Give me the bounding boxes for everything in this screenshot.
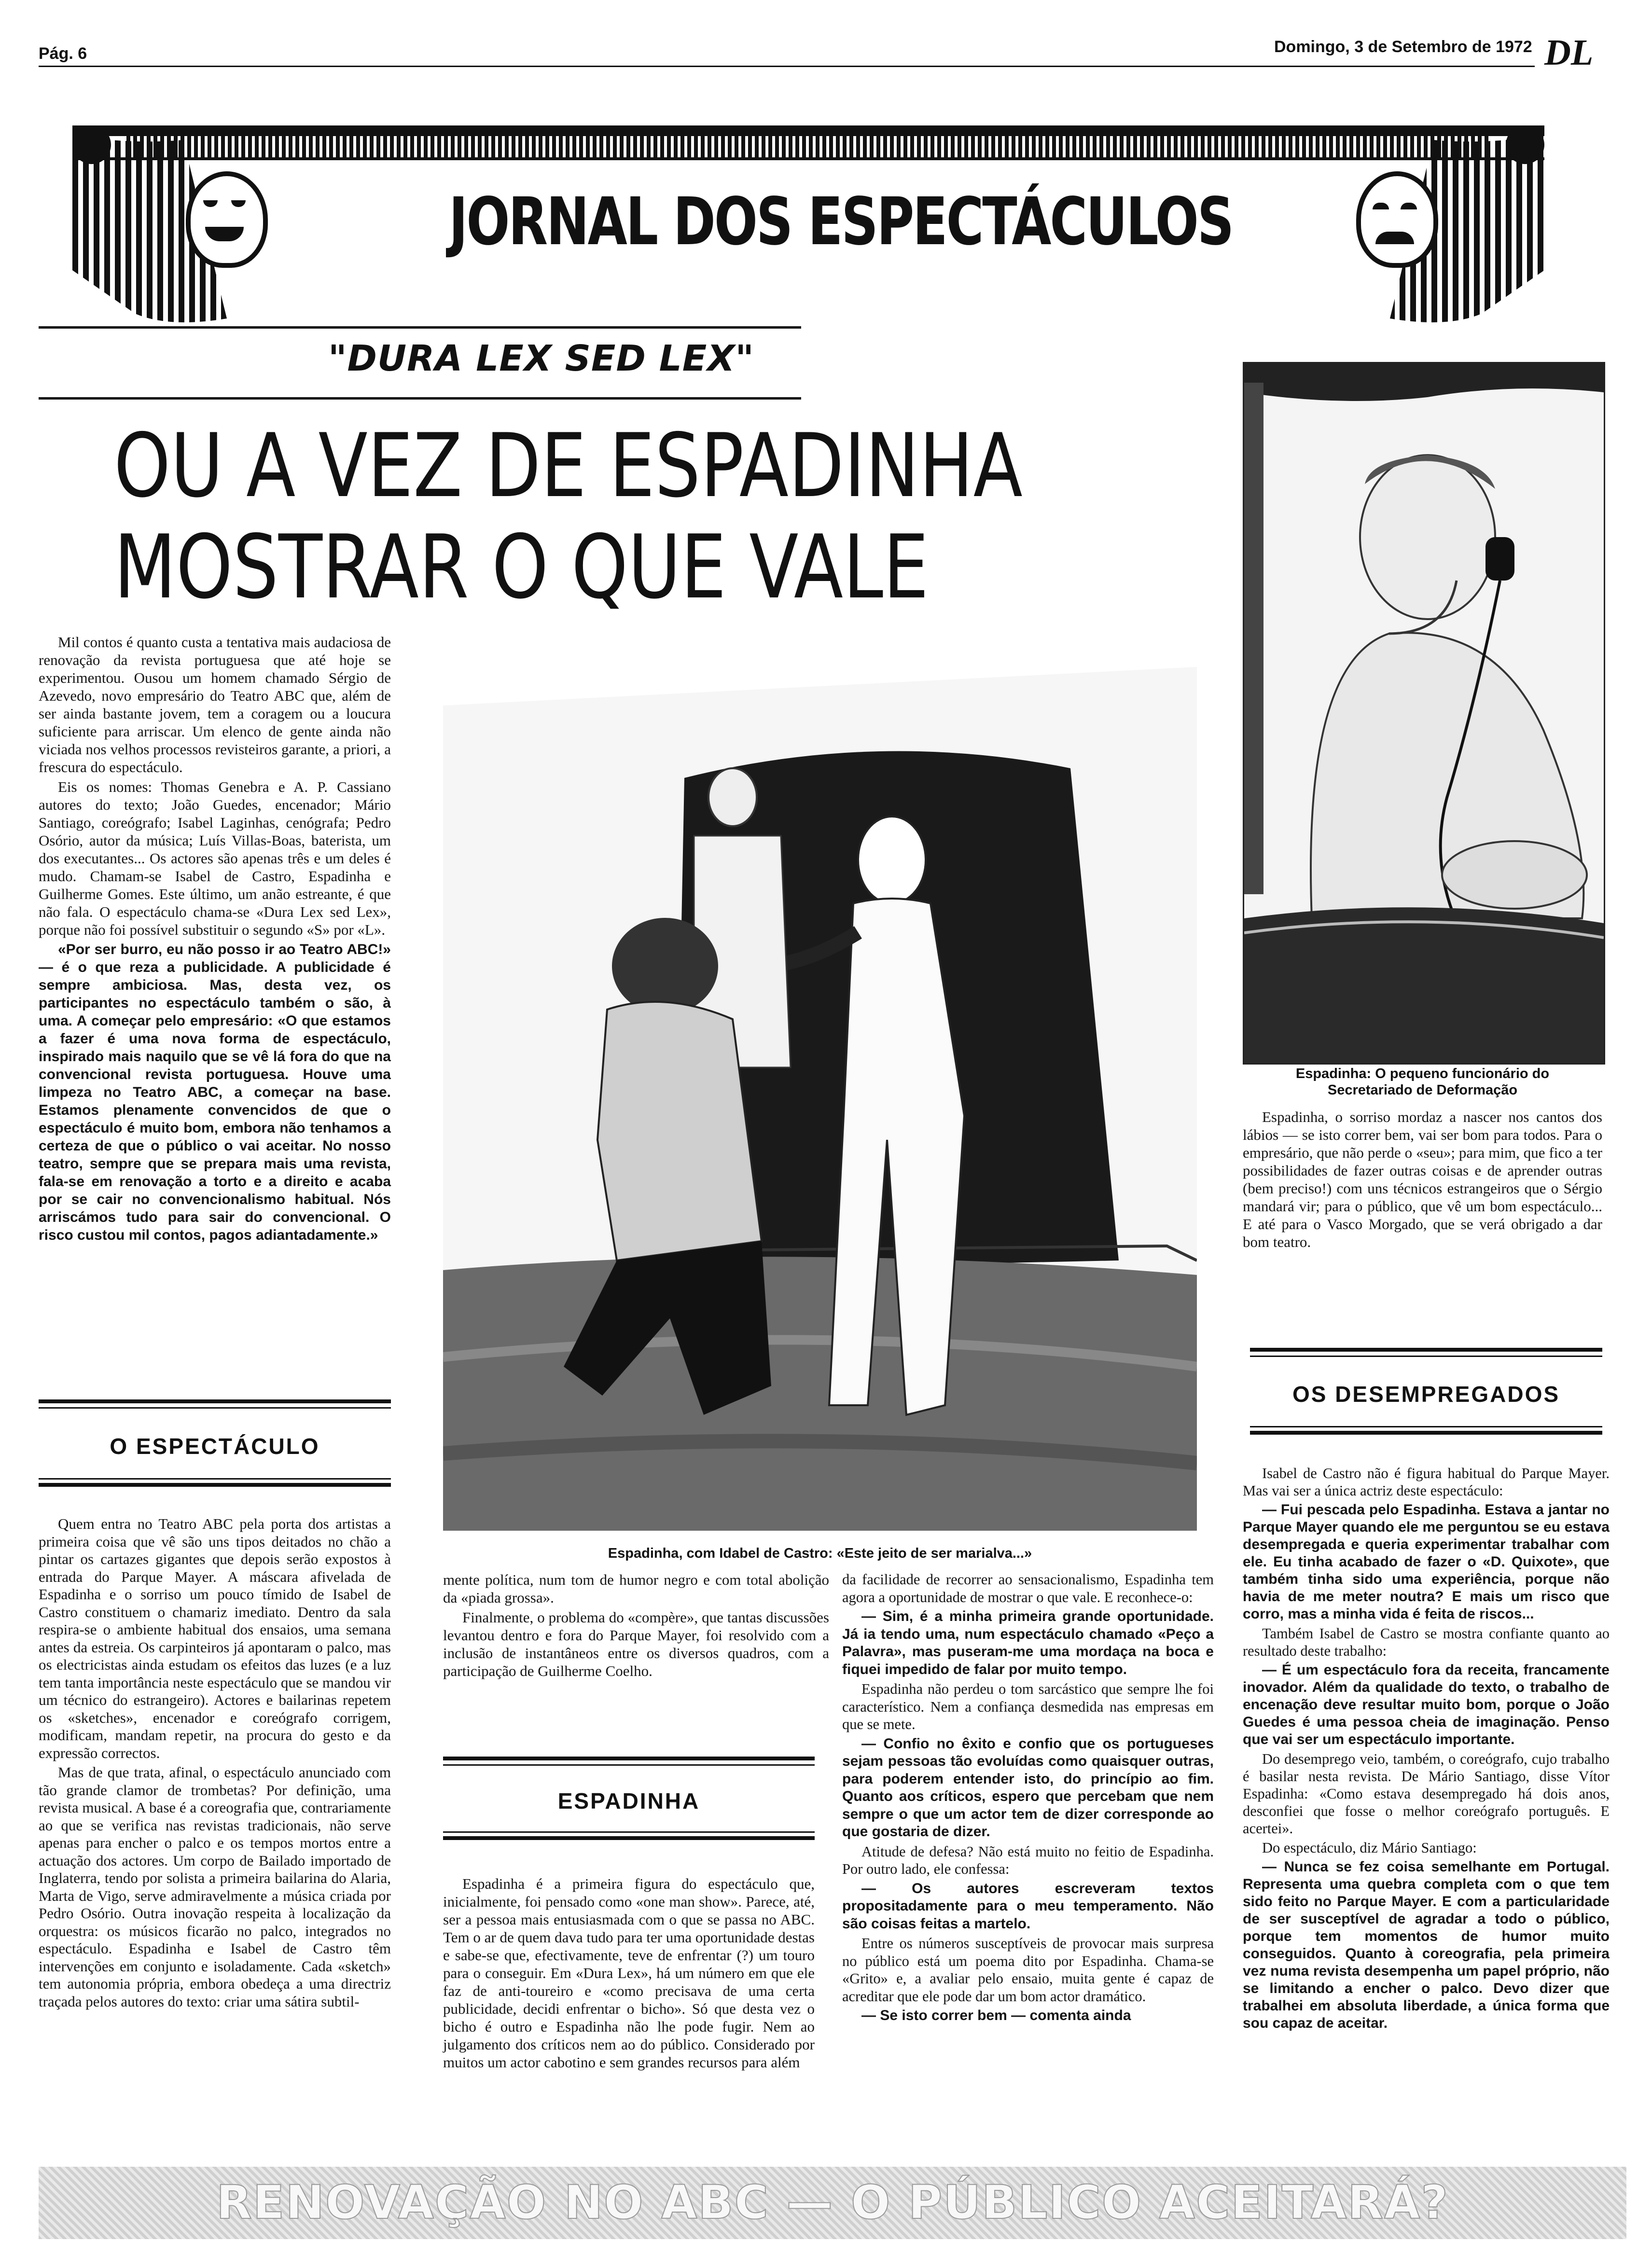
paragraph: Espadinha é a primeira figura do espectáculo que, inicialmente, foi pensado como «one man show». Parece, até, ser a pessoa mais entusiasmada com o que se passa no ABC. Tem o ar de quem dava tudo para ter uma oportunidade destas e sabe-se que, efectivamente, teve de enfrentar (?) um touro para o conseguir. Em «Dura Lex», há um número em que ele faz de anti-toureiro e «como precisava de uma certa publicidade, decidi enfrentar o bicho». Só que desta vez o bicho é outro e Espadinha não lhe pode fugir. Nem ao julgamento dos críticos nem ao do público. Considerado por muitos um actor cabotino e sem grandes recursos para além <box>443 1875 815 2071</box>
section-rule <box>39 1399 391 1403</box>
paragraph: «Por ser burro, eu não posso ir ao Teatro ABC!» — é o que reza a publicidade. A publicidade é sempre ambiciosa. Mas, desta vez, os participantes no espectáculo também o são, à uma. A começar pelo empresário: «O que estamos a fazer é uma nova forma de espectáculo, inspirado mais naquilo que se vê lá fora do que na convencional revista portuguesa. Houve uma limpeza no Teatro ABC, a começar na base. Estamos plenamente convencidos de que o espectáculo é muito bom, embora não tenhamos a certeza de que o público o vai aceitar. No nosso teatro, sempre que se prepara mais uma revista, fala-se em renovação a torto e a direito e acaba por se cair no convencionalismo habitual. Nós arriscámos tudo para sair do convencional. O risco custou mil contos, pagos adiantadamente.» <box>39 941 391 1243</box>
paragraph: — Os autores escreveram textos propositadamente para o meu temperamento. Não são coisas feitas a martelo. <box>842 1880 1214 1932</box>
section-heading-espadinha: ESPADINHA <box>557 1788 700 1813</box>
paragraph: Atitude de defesa? Não está muito no feitio de Espadinha. Por outro lado, ele confessa: <box>842 1843 1214 1877</box>
paragraph: — Sim, é a minha primeira grande oportunidade. Já ia tendo uma, num espectáculo chamado «Peço a Palavra», mas puseram-me uma mordaça na boca e fiquei impedido de falar por muito tempo. <box>842 1608 1214 1677</box>
paragraph: Mil contos é quanto custa a tentativa mais audaciosa de renovação da revista portuguesa que até hoje se experimentou. Ousou um homem chamado Sérgio de Azevedo, novo empresário do Teatro ABC que, além de ser ainda bastante jovem, tem a coragem ou a loucura suficiente para arriscar. Um elenco de gente ainda não viciada nos velhos processos revisteiros garante, a priori, a frescura do espectáculo. <box>39 634 391 775</box>
caption-main-photo: Espadinha, com Idabel de Castro: «Este jeito de ser marialva...» <box>608 1546 1032 1561</box>
section-heading-espectaculo: O ESPECTÁCULO <box>110 1434 320 1459</box>
photo-espadinha-isabel <box>443 633 1197 1531</box>
kicker-rule-top <box>39 326 801 329</box>
page-number: Pág. 6 <box>39 44 87 63</box>
paragraph: da facilidade de recorrer ao sensacionalismo, Espadinha tem agora a oportunidade de mostrar o que vale. E reconhece-o: <box>842 1571 1214 1605</box>
section-rule <box>1250 1348 1602 1352</box>
section-rule <box>39 1407 391 1409</box>
paragraph: — Nunca se fez coisa semelhante em Portugal. Representa uma quebra completa com o que tem sido feito no Parque Mayer. E com a particularidade de ser susceptível de agradar a todo o público, porque tem momentos de humor muito conseguidos. Quanto à coreografia, pela primeira vez numa revista desempenha um papel próprio, não se limitando a encher o palco. Devo dizer que trabalhei em absoluta liberdade, a única forma que sou capaz de aceitar. <box>1243 1859 1610 2031</box>
paragraph: Também Isabel de Castro se mostra confiante quanto ao resultado deste trabalho: <box>1243 1625 1610 1659</box>
paragraph: Finalmente, o problema do «compère», que tantas discussões levantou dentro e fora do Parque Mayer, foi resolvido com a inclusão de instantâneos entre os diversos quadros, com a participação de Guilherme Coelho. <box>443 1609 829 1679</box>
banner <box>72 125 1544 328</box>
paragraph: Do desemprego veio, também, o coreógrafo, cujo trabalho é basilar nesta revista. De Mário Santiago, disse Vítor Espadinha: «Como estava desempregado há dois anos, desconfiei que fosse o melhor coreógrafo português. E acertei». <box>1243 1751 1610 1837</box>
paragraph: — Confio no êxito e confio que os portugueses sejam pessoas tão evoluídas como quaisquer outras, para poderem entender isto, do princípio ao fim. Quanto aos críticos, espero que percebam que nem sempre o que um actor tem de dizer corresponde ao que gostaria de dizer. <box>842 1735 1214 1840</box>
paragraph: Entre os números susceptíveis de provocar mais surpresa no público está um poema dito por Espadinha. Chama-se «Grito» e, a avaliar pelo ensaio, muita gente é capaz de acreditar que ele pode dar um bom actor dramático. <box>842 1935 1214 2005</box>
section-rule <box>443 1764 815 1766</box>
column-2-continuation <box>443 1571 829 1682</box>
column-1-espectaculo <box>39 1515 391 2012</box>
photo-illustration <box>1244 363 1604 1063</box>
paragraph: Mas de que trata, afinal, o espectáculo anunciado com tão grande clamor de trombetas? Por definição, uma revista musical. A base é a coreografia que, contrariamente ao que se verifica nas revistas tradicionais, não serve apenas para encher o palco e os tempos mortos entre a actuação dos actores. Um corpo de Bailado importado de Inglaterra, tendo por solista a primeira bailarina do Alaria, Marta de Vigo, serve admiravelmente a música criada por Pedro Osório. Outra inovação respeita à localização da orquestra: os músicos ficarão no palco, integrados no espectáculo. Espadinha e Isabel de Castro têm intervenções em conjunto e isoladamente. Cada «sketch» tem autonomia própria, embora obedeça a uma directriz traçada pelos autores do texto: criar uma sátira subtil- <box>39 1764 391 2010</box>
paragraph: Espadinha, o sorriso mordaz a nascer nos cantos dos lábios — se isto correr bem, vai ser bom para todos. Para o empresário, que não perde o «seu»; para mim, que fico a ter possibilidades de fazer outras coisas e de aprender outras (bem preciso!) com uns técnicos estrangeiros que o Sérgio mandará vir; para o público, que vê um bom espectáculo... E até para o Vasco Morgado, que se verá obrigado a dar bom teatro. <box>1243 1108 1602 1250</box>
column-4-desempregados <box>1243 1465 1610 2034</box>
paragraph: mente política, num tom de humor negro e com total abolição da «piada grossa». <box>443 1571 829 1606</box>
section-rule <box>443 1831 815 1833</box>
article-kicker: "DURA LEX SED LEX" <box>328 338 754 379</box>
column-3 <box>842 1571 1214 2027</box>
footer-banner <box>39 2167 1626 2239</box>
headline-line-2: MOSTRAR O QUE VALE <box>114 516 929 618</box>
header-rule <box>39 66 1535 67</box>
column-1-intro <box>39 633 391 1246</box>
headline-line-1: OU A VEZ DE ESPADINHA <box>114 415 1023 517</box>
photo-illustration <box>443 633 1197 1531</box>
paragraph: Eis os nomes: Thomas Genebra e A. P. Cassiano autores do texto; João Guedes, encenador; Mário Santiago, coreógrafo; Isabel Laginhas, cenógrafa; Pedro Osório, autor da música; Luís Villas-Boas, baterista, um dos executantes... Os actores são apenas três e um deles é mudo. Chamam-se Isabel de Castro, Espadinha e Guilherme Gomes. Este último, um anão estreante, é que não fala. O espectáculo chama-se «Dura Lex sed Lex», porque não foi possível substituir o segundo «S» por «L». <box>39 778 391 938</box>
paragraph: Do espectáculo, diz Mário Santiago: <box>1262 1840 1477 1856</box>
section-rule <box>1250 1431 1602 1435</box>
section-rule <box>1250 1426 1602 1427</box>
issue-date: Domingo, 3 de Setembro de 1972 <box>1274 38 1532 56</box>
section-rule <box>443 1836 815 1840</box>
caption-right-photo-line2: Secretariado de Deformação <box>1327 1082 1518 1098</box>
paragraph: — Se isto correr bem — comenta ainda <box>861 2007 1131 2023</box>
paragraph: — Fui pescada pelo Espadinha. Estava a jantar no Parque Mayer quando ele me perguntou se eu estava desempregada e queria experimentar trabalhar com ele. Eu tinha acabado de fazer o «D. Quixote», que também tinha sido uma experiência, porque não havia de me meter noutra? E mais um risco que corro, mas a minha vida é feita de riscos... <box>1243 1502 1610 1622</box>
newspaper-logo: DL <box>1544 32 1594 73</box>
kicker-rule-bottom <box>39 397 801 400</box>
photo-espadinha-telephone <box>1243 362 1605 1065</box>
section-heading-desempregados: OS DESEMPREGADOS <box>1292 1382 1560 1407</box>
column-2-espadinha <box>443 1875 815 2073</box>
paragraph: — É um espectáculo fora da receita, francamente inovador. Além da qualidade do texto, o trabalho de encenação deve resultar muito bom, porque o João Guedes é uma pessoa cheia de imaginação. Penso que vai ser um espectáculo importante. <box>1243 1662 1610 1747</box>
banner-title: JORNAL DOS ESPECTÁCULOS <box>449 184 1233 260</box>
section-rule <box>39 1478 391 1480</box>
column-4-top <box>1243 1108 1602 1253</box>
comedy-mask-icon <box>186 171 268 268</box>
caption-right-photo-line1: Espadinha: O pequeno funcionário do <box>1295 1066 1550 1081</box>
section-rule <box>1250 1356 1602 1357</box>
paragraph: Quem entra no Teatro ABC pela porta dos artistas a primeira coisa que vê são uns tipos deitados no chão a pintar os cartazes gigantes que depois serão expostos à entrada do Parque Mayer. A máscara afivelada de Espadinha e o sorriso um pouco tímido de Isabel de Castro constituem o chamariz imediato. Dentro da sala respira-se o ambiente habitual dos ensaios, uma semana antes da estreia. Os carpinteiros já apontaram o palco, mas os electricistas ainda estudam os efeitos das luzes (e a luz tem tanta importância neste espectáculo que se mandou vir um técnico do estrangeiro). Actores e bailarinas repetem os «sketches», encenador e coreógrafo corrigem, modificam, mandam repetir, na procura do gesto e da expressão correctos. <box>39 1515 391 1761</box>
paragraph: Espadinha não perdeu o tom sarcástico que sempre lhe foi característico. Nem a confiança desmedida nas empresas em que se mete. <box>842 1681 1214 1732</box>
tragedy-mask-icon <box>1356 171 1438 268</box>
footer-banner-text: RENOVAÇÃO NO ABC — O PÚBLICO ACEITARÁ? <box>216 2175 1449 2229</box>
section-rule <box>443 1757 815 1760</box>
section-rule <box>39 1483 391 1487</box>
paragraph: Isabel de Castro não é figura habitual do Parque Mayer. Mas vai ser a única actriz deste espectáculo: <box>1243 1465 1610 1499</box>
